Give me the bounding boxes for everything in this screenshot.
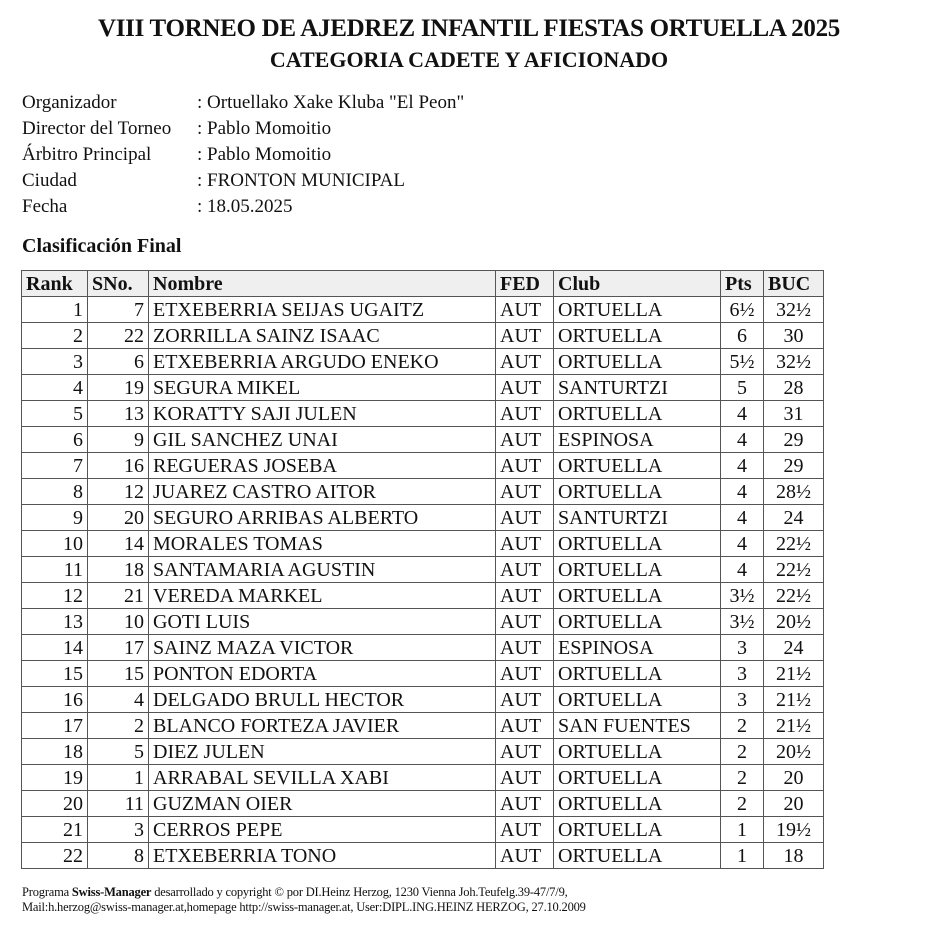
club-cell: ORTUELLA: [554, 687, 721, 713]
sno-cell: 1: [88, 765, 149, 791]
info-row-fecha: [22, 194, 464, 220]
buc-cell: 29: [764, 453, 824, 479]
fed-cell: AUT: [496, 401, 554, 427]
pts-cell: 2: [721, 713, 764, 739]
table-row: [22, 791, 824, 817]
table-row: [22, 817, 824, 843]
name-cell: PONTON EDORTA: [149, 661, 496, 687]
name-cell: KORATTY SAJI JULEN: [149, 401, 496, 427]
column-header-nombre: Nombre: [149, 271, 496, 297]
name-cell: MORALES TOMAS: [149, 531, 496, 557]
name-cell: VEREDA MARKEL: [149, 583, 496, 609]
pts-cell: 6½: [721, 297, 764, 323]
pts-cell: 2: [721, 739, 764, 765]
sno-cell: 14: [88, 531, 149, 557]
rank-cell: 10: [22, 531, 88, 557]
club-cell: ORTUELLA: [554, 817, 721, 843]
fed-cell: AUT: [496, 843, 554, 869]
pts-cell: 4: [721, 505, 764, 531]
table-row: [22, 739, 824, 765]
club-cell: ORTUELLA: [554, 531, 721, 557]
info-value: : FRONTON MUNICIPAL: [197, 170, 405, 191]
fed-cell: AUT: [496, 349, 554, 375]
table-row: [22, 765, 824, 791]
buc-cell: 21½: [764, 687, 824, 713]
sno-cell: 5: [88, 739, 149, 765]
pts-cell: 3½: [721, 609, 764, 635]
club-cell: ORTUELLA: [554, 583, 721, 609]
club-cell: ORTUELLA: [554, 609, 721, 635]
sno-cell: 2: [88, 713, 149, 739]
rank-cell: 3: [22, 349, 88, 375]
info-row-arbitro: [22, 142, 464, 168]
table-row: [22, 323, 824, 349]
fed-cell: AUT: [496, 427, 554, 453]
buc-cell: 22½: [764, 583, 824, 609]
table-row: [22, 635, 824, 661]
fed-cell: AUT: [496, 323, 554, 349]
sno-cell: 7: [88, 297, 149, 323]
sno-cell: 9: [88, 427, 149, 453]
sno-cell: 19: [88, 375, 149, 401]
buc-cell: 20½: [764, 739, 824, 765]
sno-cell: 13: [88, 401, 149, 427]
name-cell: ETXEBERRIA ARGUDO ENEKO: [149, 349, 496, 375]
standings-body: [22, 297, 824, 869]
rank-cell: 14: [22, 635, 88, 661]
sno-cell: 8: [88, 843, 149, 869]
info-value: : Pablo Momoitio: [197, 144, 332, 165]
pts-cell: 5: [721, 375, 764, 401]
rank-cell: 19: [22, 765, 88, 791]
rank-cell: 1: [22, 297, 88, 323]
fed-cell: AUT: [496, 817, 554, 843]
club-cell: ORTUELLA: [554, 349, 721, 375]
pts-cell: 3: [721, 635, 764, 661]
club-cell: SAN FUENTES: [554, 713, 721, 739]
rank-cell: 18: [22, 739, 88, 765]
club-cell: ORTUELLA: [554, 791, 721, 817]
pts-cell: 1: [721, 843, 764, 869]
name-cell: REGUERAS JOSEBA: [149, 453, 496, 479]
name-cell: DELGADO BRULL HECTOR: [149, 687, 496, 713]
club-cell: SANTURTZI: [554, 375, 721, 401]
sno-cell: 17: [88, 635, 149, 661]
rank-cell: 4: [22, 375, 88, 401]
buc-cell: 29: [764, 427, 824, 453]
buc-cell: 21½: [764, 661, 824, 687]
fed-cell: AUT: [496, 583, 554, 609]
buc-cell: 24: [764, 635, 824, 661]
sno-cell: 16: [88, 453, 149, 479]
rank-cell: 16: [22, 687, 88, 713]
pts-cell: 3: [721, 687, 764, 713]
fed-cell: AUT: [496, 453, 554, 479]
table-row: [22, 687, 824, 713]
info-value: : Pablo Momoitio: [197, 118, 332, 139]
info-label: Ciudad: [22, 170, 77, 191]
fed-cell: AUT: [496, 661, 554, 687]
pts-cell: 3½: [721, 583, 764, 609]
table-row: [22, 557, 824, 583]
info-label: Árbitro Principal: [22, 144, 152, 165]
name-cell: SANTAMARIA AGUSTIN: [149, 557, 496, 583]
rank-cell: 8: [22, 479, 88, 505]
fed-cell: AUT: [496, 505, 554, 531]
info-value: : Ortuellako Xake Kluba "El Peon": [197, 92, 465, 113]
name-cell: GIL SANCHEZ UNAI: [149, 427, 496, 453]
rank-cell: 20: [22, 791, 88, 817]
club-cell: ESPINOSA: [554, 635, 721, 661]
column-header-club: Club: [554, 271, 721, 297]
sno-cell: 3: [88, 817, 149, 843]
buc-cell: 18: [764, 843, 824, 869]
table-row: [22, 427, 824, 453]
info-row-organizador: [22, 90, 464, 116]
fed-cell: AUT: [496, 375, 554, 401]
table-row: [22, 479, 824, 505]
info-row-director: [22, 116, 464, 142]
sno-cell: 22: [88, 323, 149, 349]
buc-cell: 31: [764, 401, 824, 427]
rank-cell: 5: [22, 401, 88, 427]
sno-cell: 18: [88, 557, 149, 583]
info-label: Director del Torneo: [22, 118, 172, 139]
table-row: [22, 609, 824, 635]
rank-cell: 9: [22, 505, 88, 531]
buc-cell: 19½: [764, 817, 824, 843]
club-cell: ORTUELLA: [554, 661, 721, 687]
fed-cell: AUT: [496, 531, 554, 557]
column-header-rank: Rank: [22, 271, 88, 297]
buc-cell: 22½: [764, 557, 824, 583]
pts-cell: 2: [721, 791, 764, 817]
club-cell: SANTURTZI: [554, 505, 721, 531]
footer-credits: [22, 885, 586, 915]
sno-cell: 20: [88, 505, 149, 531]
club-cell: ORTUELLA: [554, 297, 721, 323]
buc-cell: 21½: [764, 713, 824, 739]
club-cell: ORTUELLA: [554, 557, 721, 583]
pts-cell: 4: [721, 427, 764, 453]
pts-cell: 4: [721, 479, 764, 505]
table-row: [22, 375, 824, 401]
fed-cell: AUT: [496, 635, 554, 661]
name-cell: SEGURO ARRIBAS ALBERTO: [149, 505, 496, 531]
fed-cell: AUT: [496, 713, 554, 739]
info-label: Organizador: [22, 92, 117, 113]
pts-cell: 1: [721, 817, 764, 843]
standings-table: [21, 270, 824, 869]
sno-cell: 12: [88, 479, 149, 505]
sno-cell: 15: [88, 661, 149, 687]
fed-cell: AUT: [496, 791, 554, 817]
buc-cell: 32½: [764, 349, 824, 375]
footer-line-1: [22, 885, 586, 900]
fed-cell: AUT: [496, 609, 554, 635]
info-row-ciudad: [22, 168, 464, 194]
table-row: [22, 531, 824, 557]
club-cell: ORTUELLA: [554, 323, 721, 349]
buc-cell: 22½: [764, 531, 824, 557]
table-header-row: [22, 271, 824, 297]
fed-cell: AUT: [496, 479, 554, 505]
rank-cell: 22: [22, 843, 88, 869]
footer-line-2: Mail:h.herzog@swiss-manager.at,homepage http://swiss-manager.at, User:DIPL.ING.HEINZ HERZOG, 27.10.2009: [22, 900, 586, 914]
info-label: Fecha: [22, 196, 68, 217]
fed-cell: AUT: [496, 765, 554, 791]
sno-cell: 21: [88, 583, 149, 609]
rank-cell: 13: [22, 609, 88, 635]
pts-cell: 2: [721, 765, 764, 791]
buc-cell: 28: [764, 375, 824, 401]
fed-cell: AUT: [496, 687, 554, 713]
table-row: [22, 505, 824, 531]
sno-cell: 4: [88, 687, 149, 713]
rank-cell: 11: [22, 557, 88, 583]
rank-cell: 21: [22, 817, 88, 843]
section-title: Clasificación Final: [22, 235, 182, 257]
name-cell: CERROS PEPE: [149, 817, 496, 843]
buc-cell: 20½: [764, 609, 824, 635]
pts-cell: 6: [721, 323, 764, 349]
pts-cell: 4: [721, 453, 764, 479]
club-cell: ORTUELLA: [554, 479, 721, 505]
table-row: [22, 583, 824, 609]
footer-suffix: desarrollado y copyright © por DI.Heinz Herzog, 1230 Vienna Joh.Teufelg.39-47/7/9,: [151, 885, 568, 899]
buc-cell: 20: [764, 791, 824, 817]
table-row: [22, 401, 824, 427]
table-row: [22, 713, 824, 739]
club-cell: ORTUELLA: [554, 765, 721, 791]
table-row: [22, 297, 824, 323]
sno-cell: 6: [88, 349, 149, 375]
club-cell: ORTUELLA: [554, 739, 721, 765]
footer-prefix: Programa: [22, 885, 72, 899]
pts-cell: 4: [721, 531, 764, 557]
buc-cell: 24: [764, 505, 824, 531]
column-header-buc: BUC: [764, 271, 824, 297]
pts-cell: 3: [721, 661, 764, 687]
name-cell: ARRABAL SEVILLA XABI: [149, 765, 496, 791]
buc-cell: 20: [764, 765, 824, 791]
name-cell: BLANCO FORTEZA JAVIER: [149, 713, 496, 739]
sno-cell: 11: [88, 791, 149, 817]
rank-cell: 17: [22, 713, 88, 739]
table-row: [22, 843, 824, 869]
name-cell: SEGURA MIKEL: [149, 375, 496, 401]
table-row: [22, 349, 824, 375]
pts-cell: 4: [721, 401, 764, 427]
club-cell: ESPINOSA: [554, 427, 721, 453]
name-cell: GUZMAN OIER: [149, 791, 496, 817]
buc-cell: 32½: [764, 297, 824, 323]
rank-cell: 2: [22, 323, 88, 349]
tournament-subtitle: CATEGORIA CADETE Y AFICIONADO: [269, 47, 669, 72]
buc-cell: 28½: [764, 479, 824, 505]
name-cell: ETXEBERRIA SEIJAS UGAITZ: [149, 297, 496, 323]
info-value: : 18.05.2025: [197, 196, 293, 217]
club-cell: ORTUELLA: [554, 843, 721, 869]
rank-cell: 6: [22, 427, 88, 453]
fed-cell: AUT: [496, 739, 554, 765]
fed-cell: AUT: [496, 297, 554, 323]
pts-cell: 4: [721, 557, 764, 583]
name-cell: DIEZ JULEN: [149, 739, 496, 765]
name-cell: ETXEBERRIA TONO: [149, 843, 496, 869]
club-cell: ORTUELLA: [554, 401, 721, 427]
column-header-fed: FED: [496, 271, 554, 297]
fed-cell: AUT: [496, 557, 554, 583]
pts-cell: 5½: [721, 349, 764, 375]
rank-cell: 15: [22, 661, 88, 687]
tournament-title: VIII TORNEO DE AJEDREZ INFANTIL FIESTAS ORTUELLA 2025: [98, 15, 840, 42]
sno-cell: 10: [88, 609, 149, 635]
footer-brand: Swiss-Manager: [71, 885, 152, 899]
table-row: [22, 453, 824, 479]
club-cell: ORTUELLA: [554, 453, 721, 479]
rank-cell: 12: [22, 583, 88, 609]
rank-cell: 7: [22, 453, 88, 479]
column-header-sno: SNo.: [88, 271, 149, 297]
column-header-pts: Pts: [721, 271, 764, 297]
table-row: [22, 661, 824, 687]
tournament-info: [22, 90, 464, 220]
name-cell: ZORRILLA SAINZ ISAAC: [149, 323, 496, 349]
name-cell: JUAREZ CASTRO AITOR: [149, 479, 496, 505]
name-cell: GOTI LUIS: [149, 609, 496, 635]
buc-cell: 30: [764, 323, 824, 349]
name-cell: SAINZ MAZA VICTOR: [149, 635, 496, 661]
